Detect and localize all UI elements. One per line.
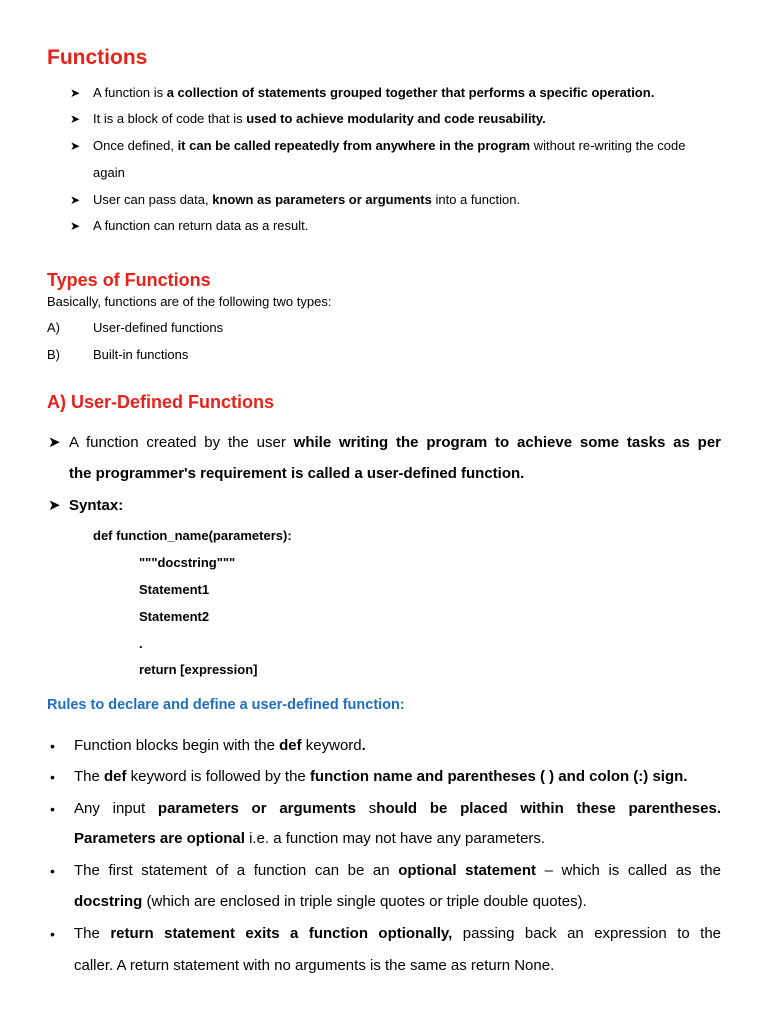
types-marker-b: B) [47,347,60,362]
functions-bullet-4: User can pass data, known as parameters or arguments into a function. [93,192,521,207]
heading-rules: Rules to declare and define a user-defined function: [47,697,405,713]
rule-5-line-2: caller. A return statement with no arguments is the same as return None. [74,957,555,974]
arrow-bullet-icon: ➤ [70,139,81,153]
bullet-dot-icon: • [50,926,55,942]
syntax-code-line: Statement2 [139,609,210,624]
arrow-bullet-icon: ➤ [70,112,81,126]
rule-4-line-1: The first statement of a function can be an optional statement – which is called as the [74,862,721,879]
bullet-dot-icon: • [50,863,55,879]
udf-desc-line-2: the programmer's requirement is called a user-defined function. [69,465,525,482]
arrow-bullet-icon: ➤ [70,193,81,207]
functions-bullet-1: A function is a collection of statements grouped together that performs a specific operation. [93,85,655,100]
types-item-b: Built-in functions [93,347,189,362]
heading-user-defined: A) User-Defined Functions [47,392,275,412]
types-intro: Basically, functions are of the following two types: [47,294,332,309]
rule-1: Function blocks begin with the def keyword. [74,737,366,754]
rule-2: The def keyword is followed by the function name and parentheses ( ) and colon (:) sign. [74,768,688,785]
syntax-code-line: Statement1 [139,582,210,597]
syntax-code-line: . [139,636,143,651]
heading-functions: Functions [47,46,148,69]
syntax-code-line: """docstring""" [139,555,236,570]
bullet-dot-icon: • [50,738,55,754]
rule-4-line-2: docstring (which are enclosed in triple single quotes or triple double quotes). [74,893,587,910]
rule-5-line-1: The return statement exits a function optionally, passing back an expression to the [74,925,722,942]
bullet-dot-icon: • [50,801,55,817]
types-item-a: User-defined functions [93,320,224,335]
arrow-bullet-icon: ➤ [70,219,81,233]
functions-bullet-3-cont: again [93,165,125,180]
functions-bullet-2: It is a block of code that is used to achieve modularity and code reusability. [93,111,546,126]
rule-3-line-2: Parameters are optional i.e. a function may not have any parameters. [74,830,546,847]
types-marker-a: A) [47,320,60,335]
arrow-bullet-icon: ➤ [70,86,81,100]
bullet-dot-icon: • [50,769,55,785]
syntax-label: Syntax: [69,497,124,514]
heading-types: Types of Functions [47,270,211,290]
udf-desc-line-1: A function created by the user while writing the program to achieve some tasks as per [69,434,721,451]
syntax-code-line: def function_name(parameters): [93,528,292,543]
arrow-bullet-icon: ➤ [48,497,61,514]
rule-3-line-1: Any input parameters or arguments should be placed within these parentheses. [74,800,721,817]
arrow-bullet-icon: ➤ [48,434,61,451]
functions-bullet-5: A function can return data as a result. [93,218,309,233]
syntax-code-line: return [expression] [139,662,258,677]
functions-bullet-3: Once defined, it can be called repeatedly from anywhere in the program without re-writing the code [93,138,686,153]
